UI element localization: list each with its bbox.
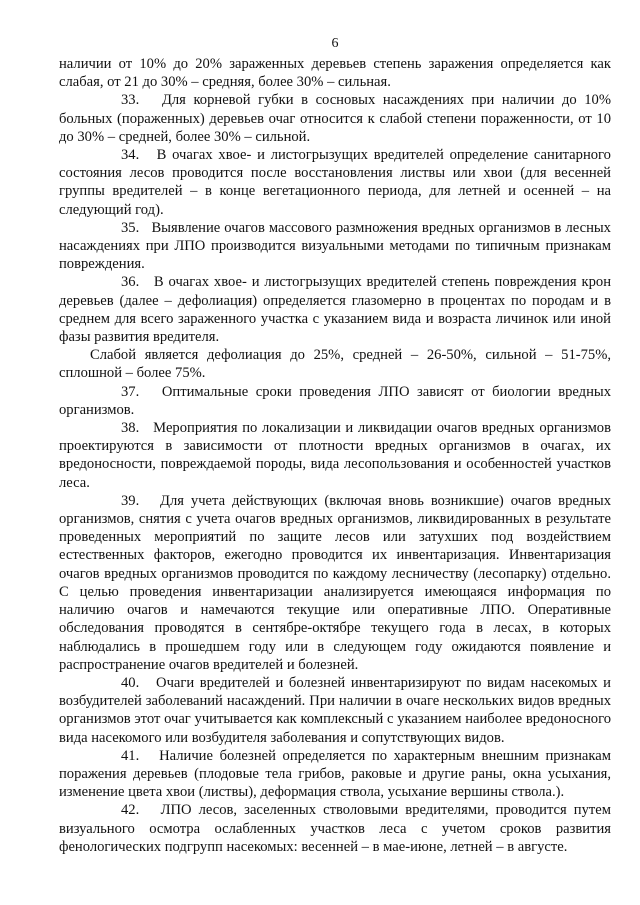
paragraph-number: 40.	[121, 674, 140, 691]
paragraph	[59, 801, 611, 856]
paragraph	[59, 419, 611, 492]
paragraph	[59, 674, 611, 747]
paragraph-text: Выявление очагов массового размножения вредных организмов в лесных насаждениях при ЛПО производится визуальными методами по типичным признакам повреждения.	[59, 219, 611, 273]
paragraph-text: В очагах хвое- и листогрызущих вредителей степень повреждения крон деревьев (далее – дефолиация) определяется глазомерно в процентах по породам и в среднем для всего зараженного участка с указанием вида и возраста личинок или иной фазы развития вредителя.	[59, 274, 611, 346]
paragraph-number: 41.	[121, 747, 140, 764]
page-number: 6	[331, 36, 339, 51]
paragraph-text: Наличие болезней определяется по характерным внешним признакам поражения деревьев (плодовые тела грибов, раковые и другие раны, окна усыхания, изменение цвета хвои (листвы), деформация ствола, усыхание вершины ствола.).	[59, 747, 611, 801]
paragraph-number: 39.	[121, 492, 140, 509]
paragraph-number: 38.	[121, 420, 140, 437]
paragraph	[59, 55, 611, 91]
paragraph	[59, 146, 611, 219]
paragraph-text: Слабой является дефолиация до 25%, средней – 26-50%, сильной – 51-75%, сплошной – более 75%.	[59, 347, 611, 382]
paragraph-text: ЛПО лесов, заселенных стволовыми вредителями, проводится путем визуального осмотра ослабленных участков леса с учетом сроков развития фенологических подгрупп насекомых: весенней – в мае-июне, летней – в августе.	[59, 802, 612, 855]
paragraph-text: наличии от 10% до 20% зараженных деревьев степень заражения определяется как слабая, от 21 до 30% – средняя, более 30% – сильная.	[59, 56, 611, 91]
paragraph	[59, 346, 611, 382]
document-page	[59, 36, 611, 856]
paragraph-number: 33.	[121, 92, 140, 109]
paragraph	[59, 383, 611, 419]
paragraph-text: В очагах хвое- и листогрызущих вредителей определение санитарного состояния лесов проводится после восстановления листвы или хвои (для весенней группы вредителей – в конце вегетационного периода, для летней и осенней – на следующий год).	[59, 147, 611, 218]
paragraph	[59, 273, 611, 346]
paragraph-text: Для учета действующих (включая вновь возникшие) очагов вредных организмов, снятия с учета очагов вредных организмов, ликвидированных в результате проведенных мероприятий по защите лесов или затухших под воздействием естественных факторов, ежегодно проводится их инвентаризация. Инвентаризация очагов вредных организмов проводится по каждому лесничеству (лесопарку) отдельно. С целью проведения инвентаризации анализируется имеющаяся информация по наличию очагов и намечаются текущие или оперативные ЛПО. Оперативные обследования проводятся в сентябре-октябре текущего года в лесах, в которых наблюдались в прошедшем году или в следующем году ожидаются появление и распространение очагов вредителей и болезней.	[59, 492, 611, 673]
paragraph-text: Оптимальные сроки проведения ЛПО зависят от биологии вредных организмов.	[59, 383, 611, 418]
paragraph-number: 35.	[121, 219, 140, 236]
paragraph-text: Мероприятия по локализации и ликвидации очагов вредных организмов проектируются в зависимости от плотности вредных организмов в очагах, их вредоносности, повреждаемой породы, вида лесопользования и особенностей участков леса.	[59, 420, 611, 491]
paragraph-number: 42.	[121, 802, 140, 819]
paragraph	[59, 747, 611, 802]
paragraph-number: 36.	[121, 274, 140, 291]
paragraph	[59, 492, 611, 674]
paragraph-number: 37.	[121, 383, 140, 400]
paragraph	[59, 91, 611, 146]
paragraph-text: Очаги вредителей и болезней инвентаризируют по видам насекомых и возбудителей заболеваний насаждений. При наличии в очаге нескольких видов вредных организмов этот очаг учитывается как комплексный с указанием наиболее вредоносного вида насекомого или возбудителя заболевания и сопутствующих видов.	[59, 674, 611, 746]
paragraph-text: Для корневой губки в сосновых насаждениях при наличии до 10% больных (пораженных) деревьев очаг относится к слабой степени пораженности, от 10 до 30% – средней, более 30% – сильной.	[59, 92, 611, 145]
paragraph	[59, 219, 611, 274]
paragraph-number: 34.	[121, 147, 140, 164]
paragraph-list	[59, 55, 611, 856]
